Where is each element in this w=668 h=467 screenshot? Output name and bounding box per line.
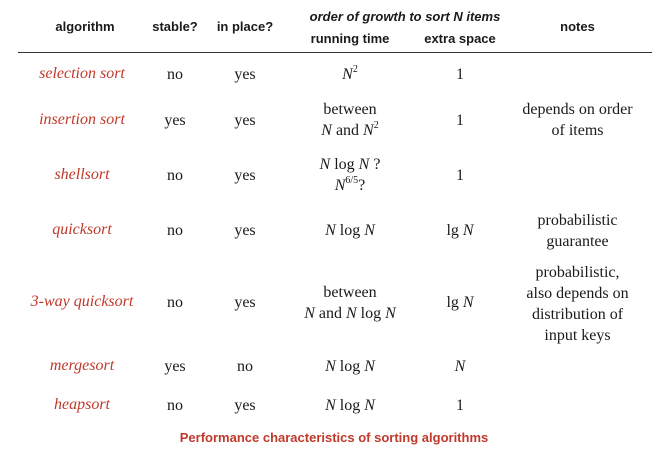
extra-space-value: N	[454, 358, 466, 375]
notes-line: input keys	[544, 327, 611, 344]
extra-space-value: 1	[456, 66, 464, 83]
math-var: N	[325, 222, 336, 239]
notes-value	[510, 99, 645, 141]
extra-space-value	[410, 221, 510, 241]
math-text: lg	[446, 294, 463, 311]
algorithm-name: mergesort	[49, 357, 115, 374]
math-var: N	[462, 294, 474, 311]
header-extra-space: extra space	[424, 31, 496, 46]
notes-line: also depends on	[526, 285, 629, 302]
in-place-value: yes	[234, 294, 256, 311]
algorithm-name: selection sort	[39, 65, 125, 82]
stable-value: yes	[164, 358, 186, 375]
math-text: log	[335, 358, 365, 375]
running-time-line	[290, 175, 410, 196]
math-var: N	[345, 305, 357, 322]
header-running-time: running time	[310, 31, 390, 46]
header-stable: stable?	[152, 19, 198, 34]
math-var: N	[363, 122, 374, 139]
algorithm-name: shellsort	[54, 166, 110, 183]
stable-value: no	[167, 66, 183, 83]
algorithm-name: quicksort	[52, 221, 112, 238]
in-place-value: no	[237, 358, 253, 375]
extra-space-value	[410, 293, 510, 313]
in-place-value: yes	[234, 222, 256, 239]
math-var: N	[358, 156, 370, 173]
running-time-value	[283, 282, 417, 324]
in-place-value: yes	[234, 112, 256, 129]
algorithm-name: 3-way quicksort	[30, 293, 134, 310]
math-text: and	[331, 122, 364, 139]
notes-line: of items	[551, 122, 604, 139]
table-caption: Performance characteristics of sorting algorithms	[179, 430, 489, 445]
notes-line: distribution of	[531, 306, 624, 323]
running-time-value	[290, 357, 410, 377]
running-time-value	[290, 154, 410, 196]
math-text: log	[356, 305, 386, 322]
header-algorithm: algorithm	[55, 19, 115, 34]
math-var: N	[364, 358, 375, 375]
running-time-line	[283, 303, 417, 324]
extra-space-value: 1	[456, 112, 464, 129]
notes-value	[510, 210, 645, 252]
math-text: log	[330, 156, 359, 173]
header-notes: notes	[560, 19, 595, 34]
math-text: log	[335, 222, 365, 239]
in-place-value: yes	[234, 167, 256, 184]
stable-value: no	[167, 294, 183, 311]
math-text: ?	[358, 177, 366, 194]
math-var: N	[364, 397, 375, 414]
notes-line: probabilistic	[537, 212, 618, 229]
stable-value: no	[167, 222, 183, 239]
running-time-value	[290, 221, 410, 241]
running-time-line	[290, 154, 410, 175]
notes-value	[510, 262, 645, 346]
running-time-value	[290, 396, 410, 416]
running-time-value	[290, 99, 410, 141]
math-var: N	[342, 66, 353, 83]
running-time-line	[290, 120, 410, 141]
math-var: N	[364, 222, 375, 239]
math-var: N	[304, 305, 315, 322]
notes-line: depends on order	[522, 101, 633, 118]
header-order-of-growth: order of growth to sort N items	[309, 9, 501, 24]
exponent: 2	[352, 63, 358, 75]
header-in-place: in place?	[216, 19, 274, 34]
algorithm-name: insertion sort	[39, 111, 125, 128]
stable-value: yes	[164, 112, 186, 129]
running-time-line: between	[323, 101, 377, 118]
running-time-value	[290, 65, 410, 85]
stable-value: no	[167, 397, 183, 414]
in-place-value: yes	[234, 66, 256, 83]
notes-line: guarantee	[546, 233, 609, 250]
math-text: and	[314, 305, 346, 322]
math-var: N	[325, 358, 336, 375]
math-var: N	[319, 156, 331, 173]
math-text: lg	[446, 222, 463, 239]
math-var: N	[334, 177, 346, 194]
math-text: log	[335, 397, 365, 414]
exponent: 6/5	[345, 174, 359, 186]
exponent: 2	[373, 119, 379, 131]
header-rule	[18, 52, 652, 53]
math-text: ?	[369, 156, 381, 173]
math-var: N	[325, 397, 336, 414]
notes-line: probabilistic,	[535, 264, 620, 281]
in-place-value: yes	[234, 397, 256, 414]
math-var: N	[462, 222, 474, 239]
stable-value: no	[167, 167, 183, 184]
extra-space-value: 1	[456, 167, 464, 184]
algorithm-name: heapsort	[54, 396, 110, 413]
extra-space-value: 1	[456, 397, 464, 414]
running-time-line: between	[323, 284, 377, 301]
math-var: N	[321, 122, 332, 139]
math-var: N	[385, 305, 396, 322]
